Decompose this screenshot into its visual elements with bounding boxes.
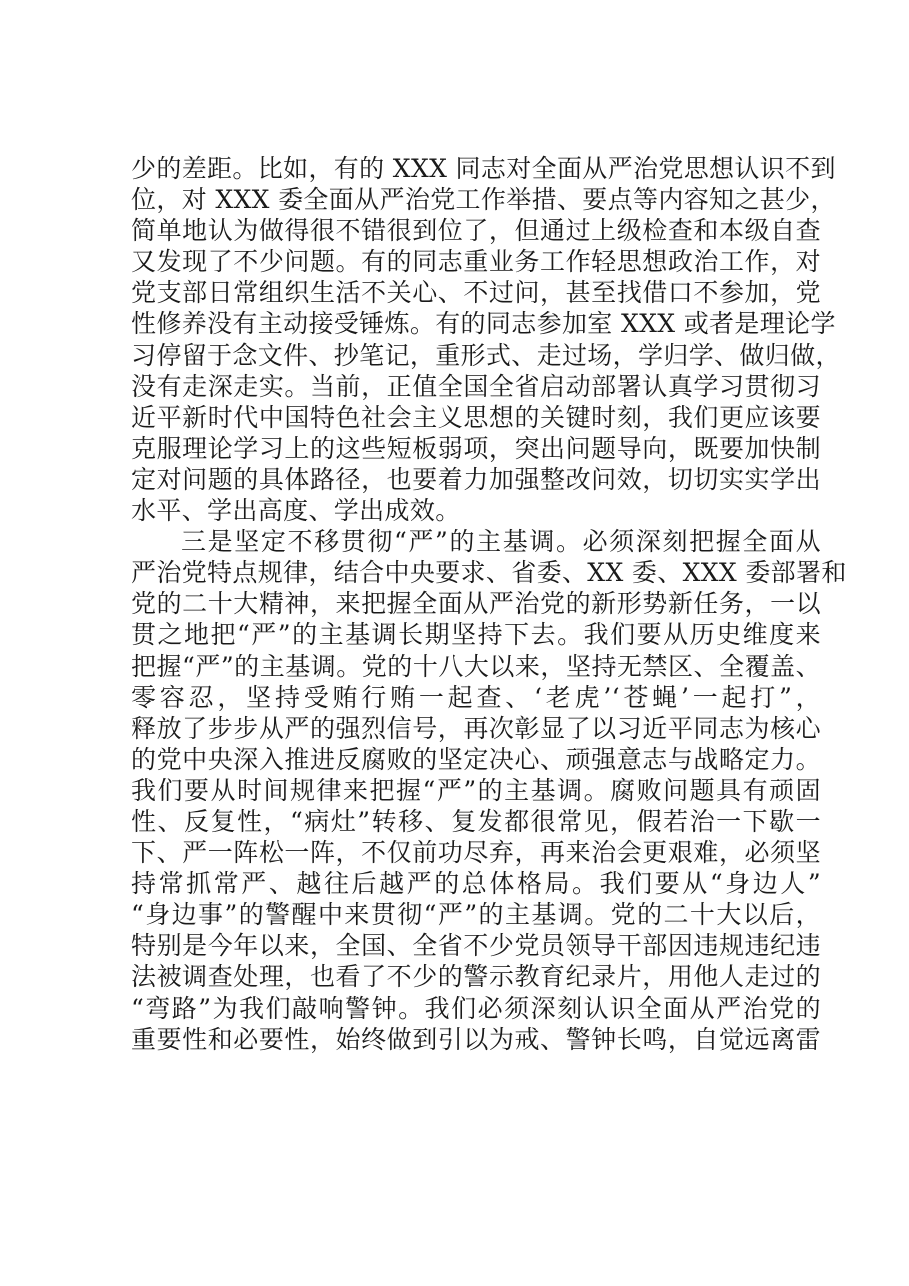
text-line: 克服理论学习上的这些短板弱项，突出问题导向，既要加快制	[131, 433, 821, 463]
body-text	[131, 153, 847, 1055]
text-line: 重要性和必要性，始终做到引以为戒、警钟长鸣，自觉远离雷	[131, 1024, 821, 1054]
text-line: “弯路”为我们敲响警钟。我们必须深刻认识全面从严治党的	[131, 993, 821, 1023]
text-line: 党的二十大精神，来把握全面从严治党的新形势新任务，一以	[131, 589, 821, 619]
text-line: 持常抓常严、越往后越严的总体格局。我们要从“身边人”	[131, 869, 821, 899]
text-line: 性、反复性，“病灶”转移、复发都很常见，假若治一下歇一	[131, 806, 821, 836]
text-line: 又发现了不少问题。有的同志重业务工作轻思想政治工作，对	[131, 247, 821, 277]
text-line: 少的差距。比如，有的 XXX 同志对全面从严治党思想认识不到	[131, 154, 836, 183]
text-line: 定对问题的具体路径，也要着力加强整改问效，切切实实学出	[131, 464, 821, 494]
paragraph-1	[131, 153, 841, 526]
text-line: “身边事”的警醒中来贯彻“严”的主基调。党的二十大以后，	[131, 900, 821, 930]
text-line: 的党中央深入推进反腐败的坚定决心、顽强意志与战略定力。	[131, 744, 821, 774]
text-line: 释放了步步从严的强烈信号，再次彰显了以习近平同志为核心	[131, 713, 821, 743]
text-line: 性修养没有主动接受锤炼。有的同志参加室 XXX 或者是理论学	[131, 309, 836, 339]
text-line: 简单地认为做得很不错很到位了，但通过上级检查和本级自查	[131, 216, 821, 246]
text-line: 把握“严”的主基调。党的十八大以来，坚持无禁区、全覆盖、	[131, 651, 821, 681]
text-line: 水平、学出高度、学出成效。	[131, 496, 461, 526]
text-line: 习停留于念文件、抄笔记，重形式、走过场，学归学、做归做，	[131, 340, 841, 370]
text-line: 下、严一阵松一阵，不仅前功尽弃，再来治会更艰难，必须坚	[131, 838, 821, 868]
text-line: 严治党特点规律，结合中央要求、省委、XX 委、XXX 委部署和	[131, 558, 847, 588]
text-line: 零容忍，坚持受贿行贿一起查、‘老虎’‘苍蝇’一起打”，	[131, 682, 821, 712]
text-line: 特别是今年以来，全国、全省不少党员领导干部因违规违纪违	[131, 931, 821, 961]
text-line: 我们要从时间规律来把握“严”的主基调。腐败问题具有顽固	[131, 775, 821, 805]
text-line: 没有走深走实。当前，正值全国全省启动部署认真学习贯彻习	[131, 371, 821, 401]
text-line: 法被调查处理，也看了不少的警示教育纪录片，用他人走过的	[131, 962, 821, 992]
text-line: 党支部日常组织生活不关心、不过问，甚至找借口不参加，党	[131, 278, 821, 308]
text-line: 贯之地把“严”的主基调长期坚持下去。我们要从历史维度来	[131, 620, 821, 650]
text-line: 近平新时代中国特色社会主义思想的关键时刻，我们更应该要	[131, 402, 821, 432]
text-line: 位，对 XXX 委全面从严治党工作举措、要点等内容知之甚少，	[131, 185, 836, 215]
text-line: 三是坚定不移贯彻“严”的主基调。必须深刻把握全面从	[181, 527, 821, 557]
paragraph-2	[131, 526, 847, 1055]
